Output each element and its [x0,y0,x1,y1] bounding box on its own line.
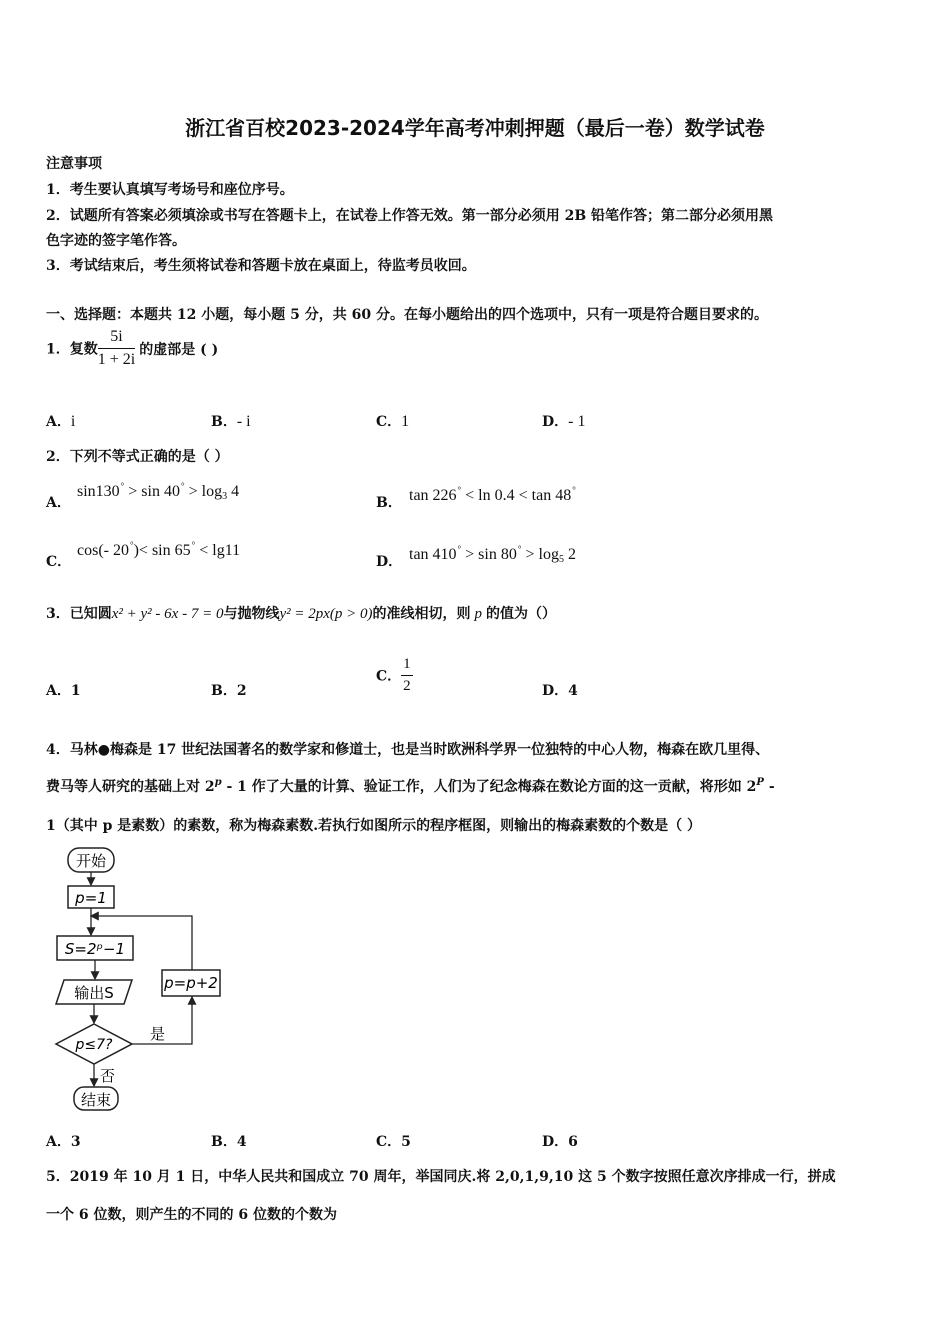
q2-option-d [409,544,576,565]
option-label: D． [542,1134,569,1150]
flow-no-label: 否 [100,1067,116,1085]
option-value: i [70,413,76,430]
exam-title: 浙江省百校2023-2024学年高考冲刺押题（最后一卷）数学试卷 [185,116,765,140]
section-heading: 一、选择题：本题共 12 小题，每小题 5 分，共 60 分。在每小题给出的四个选项中，只有一项是符合题目要求的。 [46,307,768,323]
expr-part: < lg11 [195,542,241,559]
q3-prefix: 3．已知圆 [46,606,112,622]
flow-yes-label: 是 [150,1025,166,1043]
degree-symbol: ° [457,485,462,495]
q3-option-c [376,656,413,695]
expr-part: 2 [563,546,576,563]
q1-suffix: 的虚部是 ( ) [139,341,219,358]
option-label: D． [542,414,569,430]
expr-part: tan 410 [409,546,457,563]
log-base: 3 [222,491,228,502]
q2-option-d-label: D． [376,554,403,570]
q5-line-1: 5．2019 年 10 月 1 日，中华人民共和国成立 70 周年，举国同庆.将 2,0,1,9,10 这 5 个数字按照任意次序排成一行，拼成 [46,1169,836,1185]
q1-prefix: 1．复数 [46,341,98,358]
q4-option-b [211,1131,247,1151]
q3-suffix2: 的值为（） [486,606,556,622]
q4-line-3: 1（其中 p 是素数）的素数，称为梅森素数.若执行如图所示的程序框图，则输出的梅森素数的个数是（ ） [46,818,702,834]
degree-symbol: ° [120,481,125,491]
expr-part: < sin 65 [138,542,191,559]
expr-part: 4 [227,483,240,500]
question-3 [46,603,556,623]
option-value: 5 [401,1134,411,1150]
q3-circle-equation: x² + y² - 6x - 7 = 0 [111,606,224,622]
q1-option-b [211,411,251,431]
expr-part: > log [521,546,559,563]
log-base: 5 [558,554,564,565]
option-label: B． [211,1134,237,1150]
expr-part: > sin 40 [124,483,180,500]
q2-option-c [77,540,240,560]
text-part: - [763,779,775,795]
option-label: C． [376,414,402,430]
q3-variable-p: p [474,606,482,622]
q2-option-a-label: A． [46,495,71,511]
degree-symbol: ° [572,485,576,495]
fraction-denominator: 2 [403,678,411,694]
text-part: 费马等人研究的基础上对 2 [46,779,215,795]
question-2-stem: 2．下列不等式正确的是（ ） [46,449,229,465]
flow-init-text: p=1 [75,889,107,907]
exponent: p [214,777,222,788]
expr-part: tan 226 [409,487,457,504]
q4-option-d [542,1131,578,1151]
q1-option-c [376,411,409,431]
degree-symbol: ° [191,540,196,550]
q3-option-a: A．1 [46,683,81,699]
degree-symbol: ° [180,481,185,491]
flow-output-text: 输出S [74,984,114,1002]
q1-option-a [46,411,75,431]
degree-symbol: ° [517,544,522,554]
q4-line-2 [46,776,775,796]
q2-option-b-label: B． [376,495,402,511]
option-value: - i [236,413,251,430]
exponent: P [756,777,764,788]
q4-option-c [376,1131,411,1151]
q3-suffix: 的准线相切，则 [372,606,471,622]
option-value: 3 [70,1134,81,1150]
option-value: - 1 [568,413,586,430]
question-1 [46,328,218,369]
option-label: B． [211,414,237,430]
flow-end-text: 结束 [80,1091,112,1109]
degree-symbol: ° [129,540,134,550]
q2-option-c-label: C． [46,554,72,570]
expr-part: (- 20 [98,542,129,559]
flow-calc-text: S=2ᵖ−1 [64,940,126,958]
option-label: A． [46,1134,71,1150]
q3-option-d: D．4 [542,683,578,699]
notice-item-1: 1．考生要认真填写考场号和座位序号。 [46,182,294,198]
q1-fraction [98,328,135,369]
option-label: C． [376,668,402,685]
fraction-numerator: 1 [401,656,413,676]
notice-heading: 注意事项 [46,156,102,172]
option-label: A． [46,414,71,430]
q2-option-a [77,481,239,502]
notice-item-2a: 2．试题所有答案必须填涂或书写在答题卡上，在试卷上作答无效。第一部分必须用 2B 铅笔作答；第二部分必须用黑 [46,208,774,224]
flow-update-text: p=p+2 [164,974,218,992]
degree-symbol: ° [457,544,462,554]
q1-option-d [542,411,585,431]
q2-option-b [409,485,576,505]
q3-option-b: B．2 [211,683,247,699]
q1-denominator: 1 + 2i [97,351,136,368]
option-label: C． [376,1134,402,1150]
q1-numerator: 5i [98,328,135,349]
expr-part: > log [184,483,223,500]
notice-item-3: 3．考试结束后，考生须将试卷和答题卡放在桌面上，待监考员收回。 [46,258,476,274]
expr-part: ) [133,542,139,559]
q3-parabola-equation: y² = 2px(p > 0) [279,606,373,622]
q4-option-a [46,1131,81,1151]
option-value: 1 [401,413,410,430]
q3-c-fraction [401,656,413,695]
option-value: 4 [236,1134,247,1150]
option-value: 6 [568,1134,578,1150]
expr-part: > sin 80 [461,546,517,563]
expr-part: sin130 [77,483,120,500]
q5-line-2: 一个 6 位数，则产生的不同的 6 位数的个数为 [46,1207,337,1223]
q4-line-1: 4．马林●梅森是 17 世纪法国著名的数学家和修道士，也是当时欧洲科学界一位独特的中心人物，梅森在欧几里得、 [46,742,770,758]
flow-condition-text: p≤7? [75,1037,113,1053]
notice-item-2b: 色字迹的签字笔作答。 [46,233,186,249]
flow-start-text: 开始 [75,852,107,870]
q3-mid: 与抛物线 [223,606,280,622]
text-part: - 1 作了大量的计算、验证工作，人们为了纪念梅森在数论方面的这一贡献，将形如 2 [221,779,757,795]
expr-part: cos [77,542,99,559]
expr-part: < ln 0.4 < tan 48 [461,487,572,504]
flowchart [50,843,230,1115]
